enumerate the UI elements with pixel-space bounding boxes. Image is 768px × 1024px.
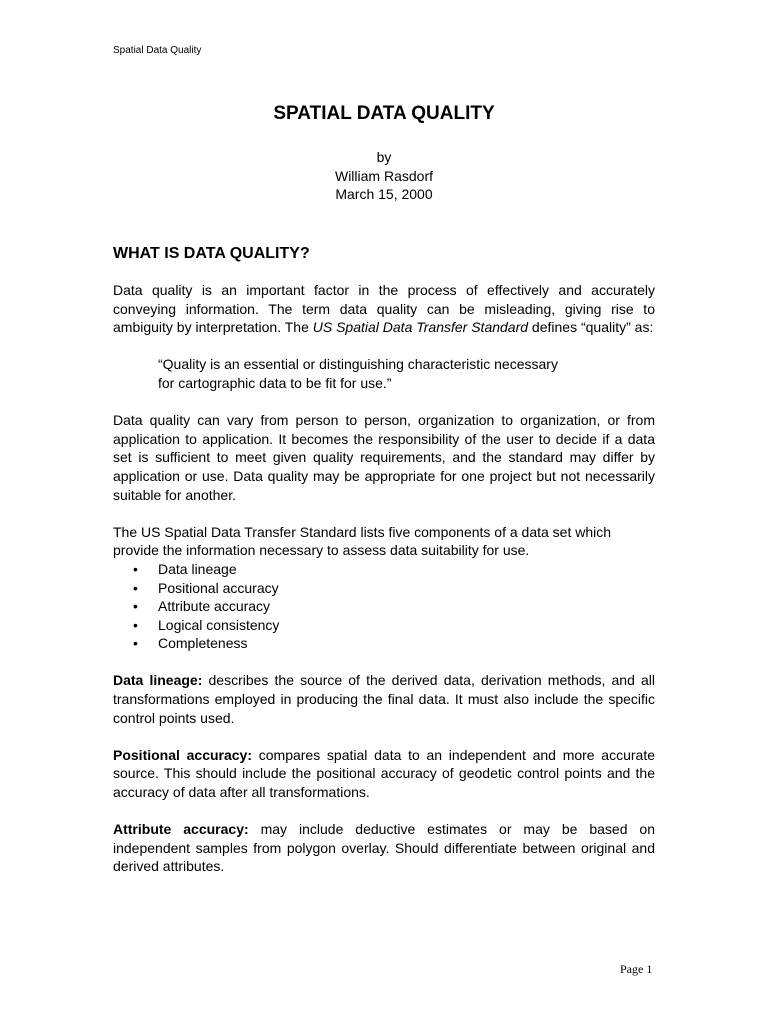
running-header: Spatial Data Quality [113,45,202,56]
standard-name-emphasis: US Spatial Data Transfer Standard [312,319,529,336]
intro-text-start: Data quality is an important factor in the process of effectively and accurately conveying information. The term data quality can be misleading, giving rise to ambiguity by interpretation. The [113,282,655,336]
quote-line-2: for cartographic data to be fit for use.” [158,374,392,391]
list-item [113,597,655,616]
section-heading: WHAT IS DATA QUALITY? [113,245,310,262]
bullet-icon: • [133,560,138,577]
intro-paragraph [113,281,655,337]
list-item-label: Logical consistency [158,616,280,633]
definition-data-lineage [113,671,655,727]
definition-text: may include deductive estimates or may be based on independent samples from polygon overlay. Should differentiate between original and derived attributes. [113,821,655,875]
byline-author: William Rasdorf [334,167,433,184]
list-item [113,616,655,635]
bullet-icon: • [133,616,138,633]
components-intro-line-1: The US Spatial Data Transfer Standard lists five components of a data set which [113,523,612,540]
definition-text: compares spatial data to an independent and more accurate source. This should include the positional accuracy of geodetic control points and the accuracy of data after all transformations. [113,746,656,801]
quote-line-1: “Quality is an essential or distinguishing characteristic necessary [158,356,558,373]
components-intro [113,523,655,560]
intro-text-end: defines “quality” as: [528,319,654,336]
document-body [113,244,655,895]
quality-definition-quote [158,355,655,392]
definition-positional-accuracy [113,746,655,802]
definition-term: Data lineage: [113,672,203,689]
definition-term: Positional accuracy: [113,746,253,763]
byline [0,148,768,204]
list-item-label: Positional accuracy [158,579,279,596]
variability-paragraph: Data quality can vary from person to person, organization to organization, or from application to application. It becomes the responsibility of the user to decide if a data set is sufficient to meet given quality requirements, and the standard may differ by application or use. Data quality may be appropriate for one project but not necessarily suitable for another. [113,412,655,503]
components-intro-line-2: provide the information necessary to assess data suitability for use. [113,542,530,559]
byline-by: by [376,149,392,165]
document-title: SPATIAL DATA QUALITY [273,103,495,124]
bullet-icon: • [133,635,138,652]
components-list [113,560,655,653]
list-item [113,634,655,653]
definition-attribute-accuracy [113,820,655,876]
list-item-label: Attribute accuracy [158,598,271,615]
bullet-icon: • [133,598,138,615]
list-item-label: Completeness [158,635,248,652]
byline-date: March 15, 2000 [335,186,433,202]
definition-term: Attribute accuracy: [113,821,249,838]
list-item [113,560,655,579]
bullet-icon: • [133,579,138,596]
definition-text: describes the source of the derived data, derivation methods, and all transformations employed in producing the final data. It must also include the specific control points used. [113,672,655,726]
page-number: Page 1 [620,962,653,976]
list-item [113,579,655,598]
list-item-label: Data lineage [158,560,237,577]
